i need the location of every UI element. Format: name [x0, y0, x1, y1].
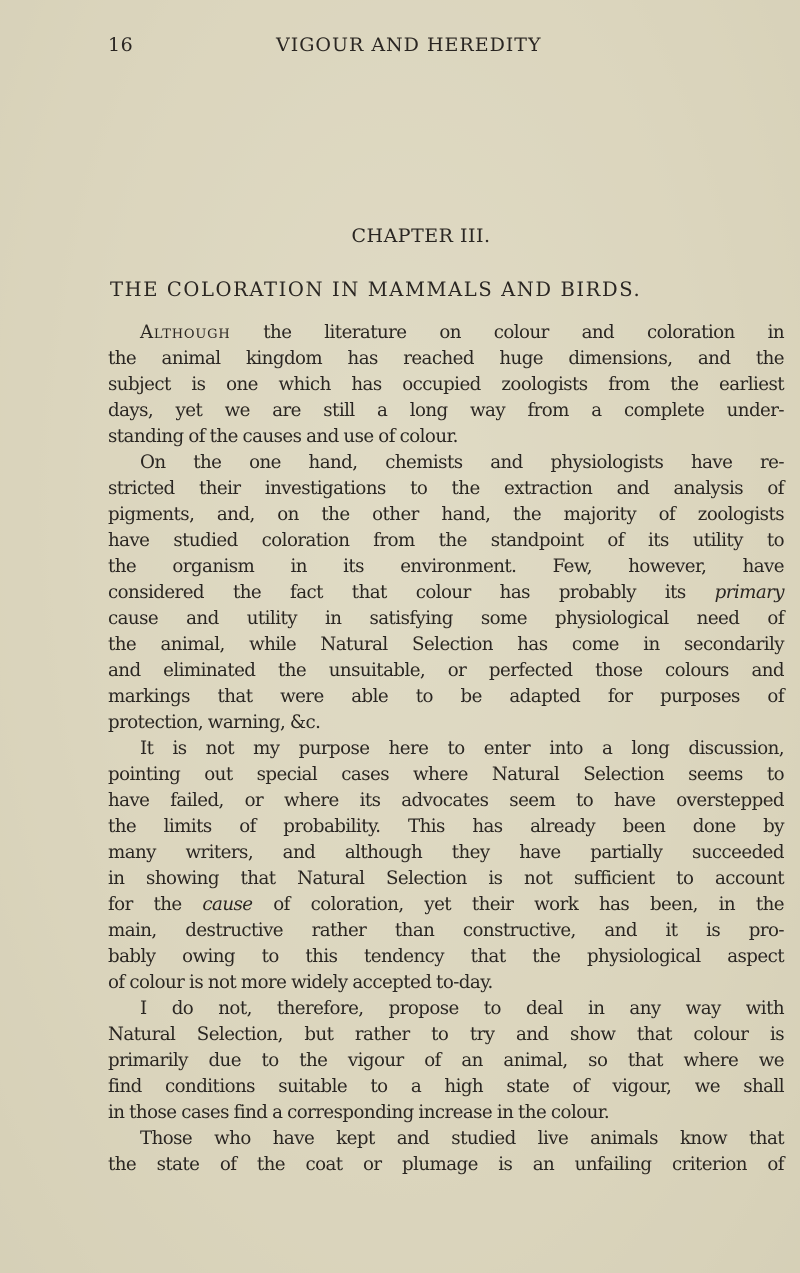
italic-emphasis: primary [714, 582, 784, 603]
text-line: On the one hand, chemists and physiologists have re- [140, 452, 784, 473]
text-line: in showing that Natural Selection is not sufficient to account [108, 868, 784, 889]
text-line: pointing out special cases where Natural Selection seems to [108, 764, 784, 785]
text-line: the organism in its environment. Few, however, have [108, 556, 784, 577]
text-line: for the cause of coloration, yet their work has been, in the [108, 894, 784, 915]
text-line: of colour is not more widely accepted to-day. [108, 972, 493, 993]
text-line: days, yet we are still a long way from a complete under- [108, 400, 784, 421]
page-number: 16 [108, 34, 134, 56]
text-line: many writers, and although they have partially succeeded [108, 842, 784, 863]
text-line: Although the literature on colour and coloration in [140, 322, 784, 343]
text-line: stricted their investigations to the extraction and analysis of [108, 478, 784, 499]
text-line: primarily due to the vigour of an animal, so that where we [108, 1050, 784, 1071]
text-line: the limits of probability. This has already been done by [108, 816, 784, 837]
text-line: have failed, or where its advocates seem to have overstepped [108, 790, 784, 811]
chapter-title: THE COLORATION IN MAMMALS AND BIRDS. [110, 278, 642, 301]
text-line: and eliminated the unsuitable, or perfected those colours and [108, 660, 784, 681]
running-title: VIGOUR AND HEREDITY [276, 34, 542, 56]
running-head [108, 34, 788, 64]
text-line: have studied coloration from the standpoint of its utility to [108, 530, 784, 551]
text-line: standing of the causes and use of colour. [108, 426, 458, 447]
lead-word-smallcaps: Although [140, 322, 231, 343]
text-line: cause and utility in satisfying some physiological need of [108, 608, 784, 629]
text-line: markings that were able to be adapted for purposes of [108, 686, 784, 707]
text-line: the state of the coat or plumage is an unfailing criterion of [108, 1154, 784, 1175]
text-line: protection, warning, &c. [108, 712, 321, 733]
italic-emphasis: cause [202, 894, 253, 915]
text-line: Those who have kept and studied live animals know that [140, 1128, 784, 1149]
text-line: subject is one which has occupied zoologists from the earliest [108, 374, 784, 395]
text-line: It is not my purpose here to enter into a long discussion, [140, 738, 784, 759]
text-line: pigments, and, on the other hand, the majority of zoologists [108, 504, 784, 525]
text-line: find conditions suitable to a high state of vigour, we shall [108, 1076, 784, 1097]
text-line: in those cases find a corresponding increase in the colour. [108, 1102, 610, 1123]
body-text [108, 320, 784, 1178]
text-line: the animal kingdom has reached huge dimensions, and the [108, 348, 784, 369]
text-line: the animal, while Natural Selection has come in secondarily [108, 634, 784, 655]
text-line: considered the fact that colour has probably its primary [108, 582, 784, 603]
text-line: main, destructive rather than constructive, and it is pro- [108, 920, 784, 941]
chapter-number: CHAPTER III. [351, 225, 491, 247]
text-line: Natural Selection, but rather to try and show that colour is [108, 1024, 784, 1045]
text-line: bably owing to this tendency that the physiological aspect [108, 946, 784, 967]
text-line: I do not, therefore, propose to deal in any way with [140, 998, 784, 1019]
